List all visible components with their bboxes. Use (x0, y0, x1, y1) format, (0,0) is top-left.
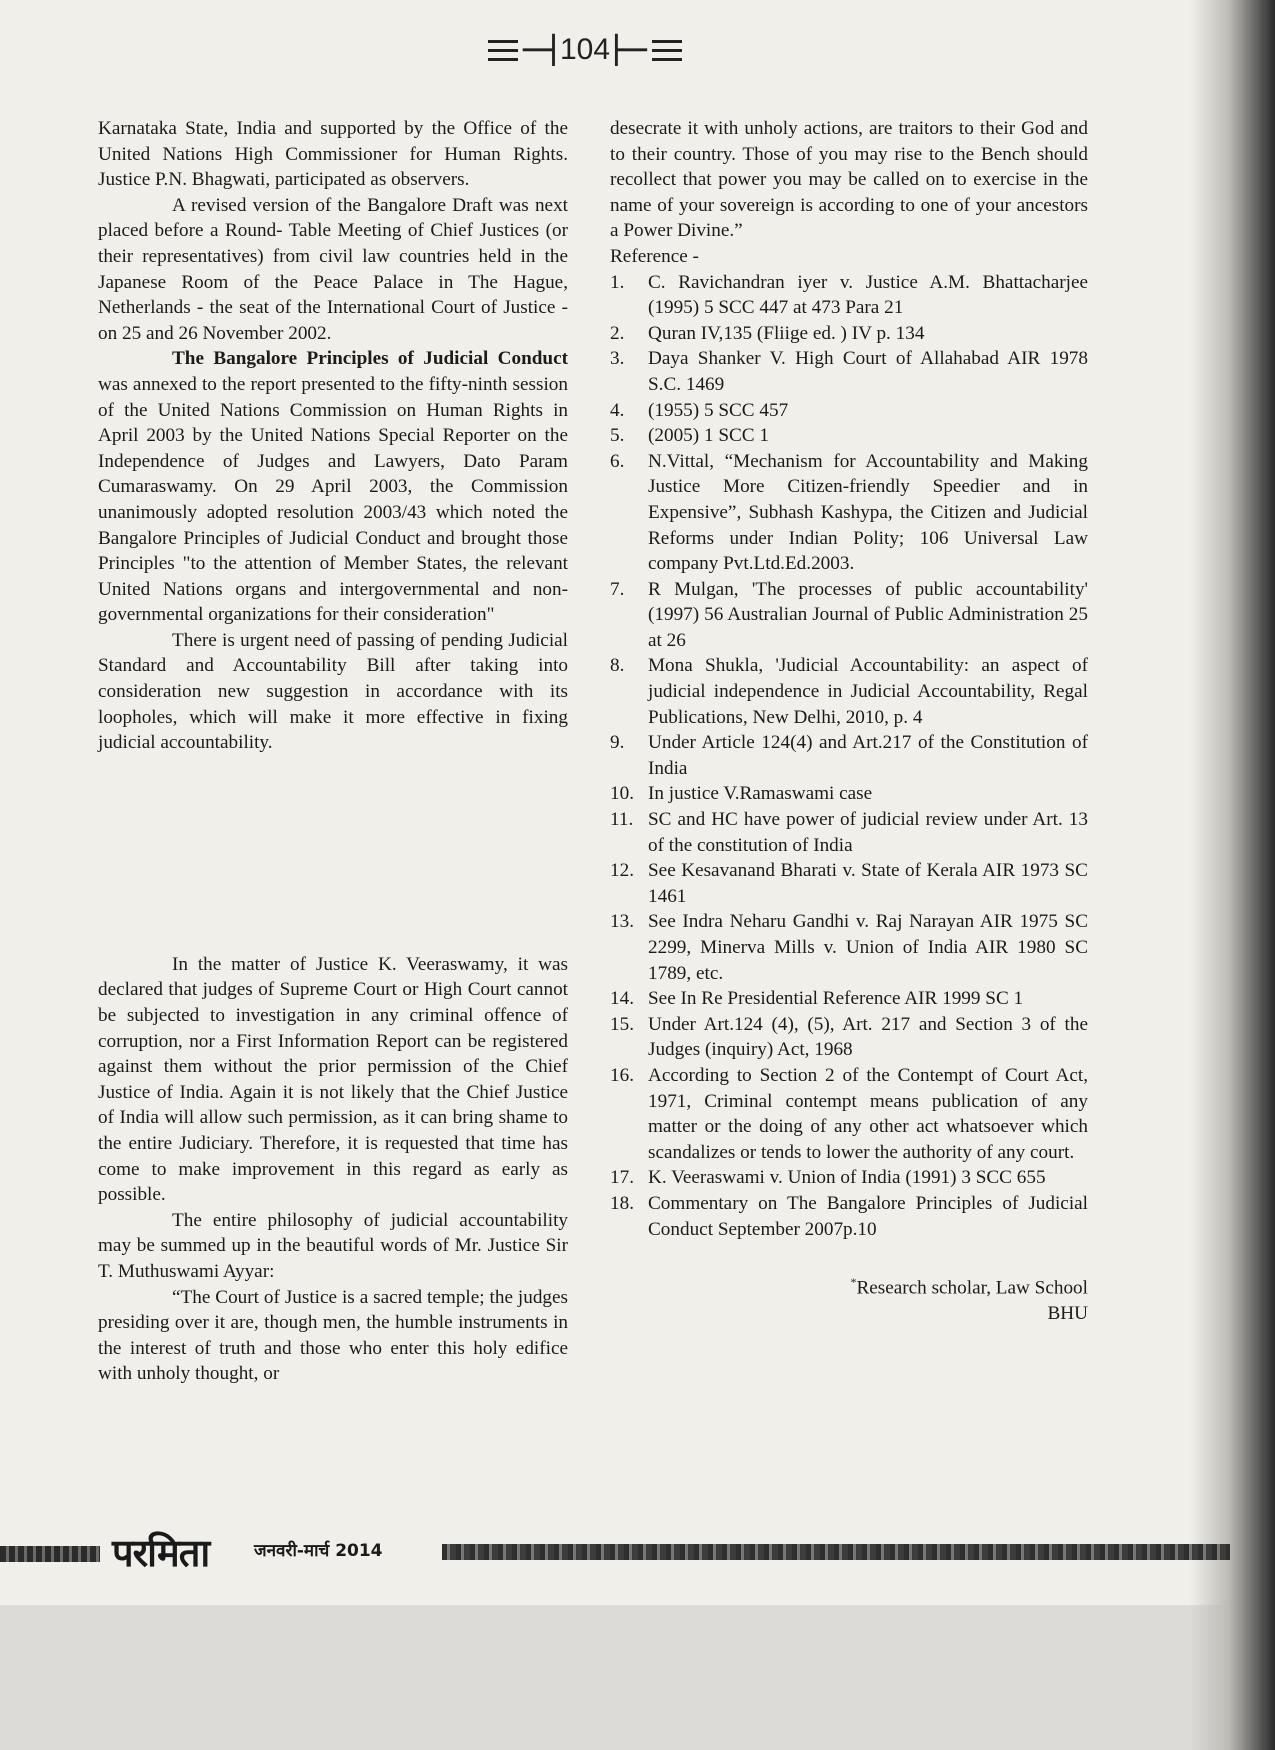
reference-item (610, 1165, 1088, 1191)
page-number: 104 (559, 33, 611, 66)
left-column (98, 116, 568, 1387)
reference-item (610, 1191, 1088, 1242)
column-gap (98, 756, 568, 952)
reference-text: Under Article 124(4) and Art.217 of the Constitution of India (648, 732, 1088, 779)
reference-number: 8. (610, 655, 625, 677)
reference-number: 10. (610, 783, 634, 805)
reference-item (610, 653, 1088, 730)
reference-number: 6. (610, 450, 625, 472)
paragraph-philosophy: The entire philosophy of judicial accountability may be summed up in the beautiful words of Mr. Justice Sir T. Muthuswami Ayyar: (98, 1209, 568, 1282)
paragraph-quote: “The Court of Justice is a sacred temple; the judges presiding over it are, though men, the humble instruments in the interest of truth and those who enter this holy edifice with unholy thought, or (98, 1286, 568, 1385)
reference-number: 5. (610, 425, 625, 447)
reference-number: 4. (610, 399, 625, 421)
reference-text: In justice V.Ramaswami case (648, 783, 873, 805)
reference-text: Under Art.124 (4), (5), Art. 217 and Section 3 of the Judges (inquiry) Act, 1968 (648, 1013, 1088, 1061)
reference-number: 18. (610, 1192, 634, 1214)
author-note-line1: Research scholar, Law School (856, 1277, 1088, 1299)
reference-text: Quran IV,135 (Fliige ed. ) IV p. 134 (648, 322, 925, 344)
paragraph-urgent-need: There is urgent need of passing of pending Judicial Standard and Accountability Bill after taking into consideration new suggestion in accordance with its loopholes, which will make it more effective in fixing judicial accountability. (98, 629, 568, 754)
bangalore-principles-heading: The Bangalore Principles of Judicial Conduct (172, 348, 568, 370)
reference-number: 16. (610, 1064, 634, 1086)
reference-number: 2. (610, 322, 625, 344)
paragraph-bangalore-principles (98, 346, 568, 628)
reference-number: 17. (610, 1167, 634, 1189)
reference-item (610, 909, 1088, 986)
journal-brand-logo: परमिता (112, 1531, 210, 1575)
reference-text: Commentary on The Bangalore Principles of Judicial Conduct September 2007p.10 (648, 1192, 1088, 1240)
footer-rule-left (0, 1546, 100, 1562)
reference-item (610, 986, 1088, 1012)
reference-text: According to Section 2 of the Contempt of Court Act, 1971, Criminal contempt means publication of any matter or the doing of any other act whatsoever which scandalizes or tends to lower the authority of any court. (648, 1064, 1088, 1163)
reference-list (610, 270, 1088, 1243)
scan-page-edge-shadow (1190, 0, 1275, 1750)
reference-text: N.Vittal, “Mechanism for Accountability and Making Justice More Citizen-friendly Speedier and in Expensive”, Subhash Kashypa, the Citizen and Judicial Reforms under Indian Polity; 106 Universal Law company Pvt.Ltd.Ed.2003. (648, 450, 1088, 575)
reference-number: 9. (610, 732, 625, 754)
right-column (610, 116, 1088, 1327)
paragraph-revised-draft: A revised version of the Bangalore Draft was next placed before a Round- Table Meeting of Chief Justices (or their representatives) from civil law countries held in the Japanese Room of the Peace Palace in The Hague, Netherlands - the seat of the International Court of Justice - on 25 and 26 November 2002. (98, 194, 568, 344)
reference-item (610, 807, 1088, 858)
right-brace-icon: ⊢ (611, 23, 652, 77)
reference-number: 3. (610, 348, 625, 370)
header-left-bars-icon (488, 40, 518, 61)
left-brace-icon: ⊣ (518, 23, 559, 77)
scan-bottom-margin (0, 1605, 1275, 1750)
reference-item (610, 1063, 1088, 1165)
reference-item (610, 270, 1088, 321)
bangalore-principles-text: was annexed to the report presented to the fifty-ninth session of the United Nations Commission on Human Rights in April 2003 by the United Nations Special Reporter on the Independence of Judges and Lawyers, Dato Param Cumaraswamy. On 29 April 2003, the Commission unanimously adopted resolution 2003/43 which noted the Bangalore Principles of Judicial Conduct and brought those Principles "to the attention of Member States, the relevant United Nations organs and intergovernmental and non- governmental organizations for their consideration" (98, 373, 568, 626)
reference-number: 13. (610, 911, 634, 933)
reference-item (610, 781, 1088, 807)
reference-text: Daya Shanker V. High Court of Allahabad AIR 1978 S.C. 1469 (648, 348, 1088, 395)
reference-number: 15. (610, 1013, 634, 1035)
reference-title: Reference - (610, 245, 699, 267)
reference-item (610, 1012, 1088, 1063)
paragraph-karnataka: Karnataka State, India and supported by the Office of the United Nations High Commissioner for Human Rights. Justice P.N. Bhagwati, participated as observers. (98, 118, 568, 191)
reference-item (610, 730, 1088, 781)
footer-rule-right (442, 1544, 1230, 1560)
reference-text: SC and HC have power of judicial review under Art. 13 of the constitution of India (648, 809, 1088, 856)
reference-item (610, 449, 1088, 577)
reference-item (610, 346, 1088, 397)
reference-text: K. Veeraswami v. Union of India (1991) 3 SCC 655 (648, 1167, 1046, 1189)
reference-item (610, 321, 1088, 347)
reference-item (610, 858, 1088, 909)
page-number-header (505, 22, 665, 78)
reference-number: 7. (610, 578, 625, 600)
author-note-marker: * (850, 1275, 857, 1290)
reference-number: 14. (610, 988, 634, 1010)
reference-text: See Indra Neharu Gandhi v. Raj Narayan AIR 1975 SC 2299, Minerva Mills v. Union of India AIR 1980 SC 1789, etc. (648, 911, 1088, 984)
page-footer (0, 1520, 1230, 1580)
reference-text: Mona Shukla, 'Judicial Accountability: an aspect of judicial independence in Judicial Accountability, Regal Publications, New Delhi, 2010, p. 4 (648, 655, 1088, 728)
reference-text: R Mulgan, 'The processes of public accountability' (1997) 56 Australian Journal of Public Administration 25 at 26 (648, 578, 1088, 651)
reference-item (610, 398, 1088, 424)
reference-text: C. Ravichandran iyer v. Justice A.M. Bhattacharjee (1995) 5 SCC 447 at 473 Para 21 (648, 271, 1088, 319)
reference-text: (1955) 5 SCC 457 (648, 399, 789, 421)
reference-number: 11. (610, 809, 634, 831)
journal-issue: जनवरी-मार्च 2014 (254, 1541, 383, 1561)
header-right-bars-icon (652, 40, 682, 61)
author-note-line2: BHU (1047, 1303, 1088, 1325)
reference-item (610, 577, 1088, 654)
reference-item (610, 423, 1088, 449)
paragraph-veeraswamy: In the matter of Justice K. Veeraswamy, it was declared that judges of Supreme Court or High Court cannot be subjected to investigation in any criminal offence of corruption, nor a First Information Report can be registered against them without the prior permission of the Chief Justice of India. Again it is not likely that the Chief Justice of India will allow such permission, as it can bring shame to the entire Judiciary. Therefore, it is requested that time has come to make improvement in this regard as early as possible. (98, 953, 568, 1206)
reference-number: 1. (610, 271, 625, 293)
reference-text: See In Re Presidential Reference AIR 1999 SC 1 (648, 988, 1024, 1010)
reference-number: 12. (610, 860, 634, 882)
author-note (610, 1270, 1088, 1327)
reference-text: See Kesavanand Bharati v. State of Kerala AIR 1973 SC 1461 (648, 860, 1088, 907)
paragraph-quote-continued: desecrate it with unholy actions, are traitors to their God and to their country. Those of you may rise to the Bench should recollect that power you may be called on to exercise in the name of your sovereign is according to one of your ancestors a Power Divine.” (610, 118, 1088, 242)
reference-text: (2005) 1 SCC 1 (648, 425, 769, 447)
